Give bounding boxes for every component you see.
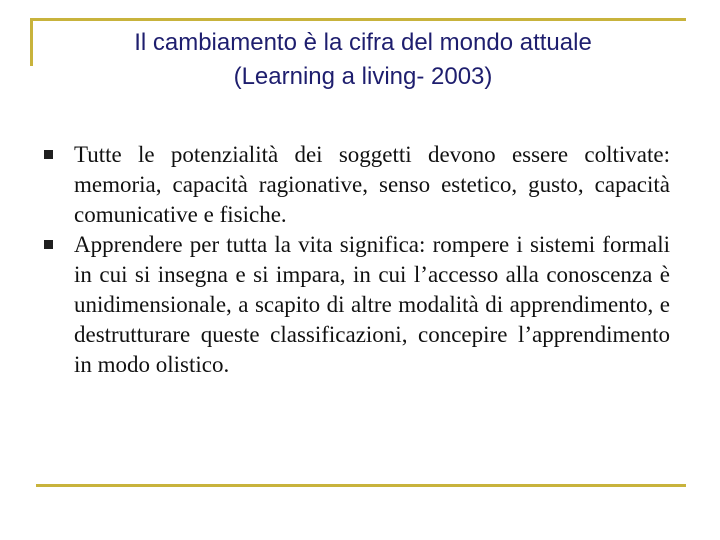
accent-rule-top: [30, 18, 686, 21]
bullet-item: [42, 230, 670, 380]
square-bullet-icon: [44, 150, 53, 159]
accent-rule-bottom: [36, 484, 686, 487]
bullet-item: [42, 140, 670, 230]
slide-title: [40, 26, 686, 94]
square-bullet-icon: [44, 240, 53, 249]
bullet-list: [42, 140, 670, 380]
title-line-2: (Learning a living- 2003): [233, 63, 493, 90]
bullet-text: Apprendere per tutta la vita significa: rompere i sistemi formali in cui si insegna e si impara, in cui l’accesso alla conoscenza è unidimensionale, a scapito di altre modalità di apprendimento, e destrutturare queste classificazioni, concepire l’apprendimento in modo olistico.: [74, 232, 670, 377]
bullet-text: Tutte le potenzialità dei soggetti devono essere coltivate: memoria, capacità ragionative, senso estetico, gusto, capacità comunicative e fisiche.: [74, 142, 670, 227]
accent-rule-vertical: [30, 18, 33, 66]
title-line-1: Il cambiamento è la cifra del mondo attuale: [134, 29, 592, 56]
